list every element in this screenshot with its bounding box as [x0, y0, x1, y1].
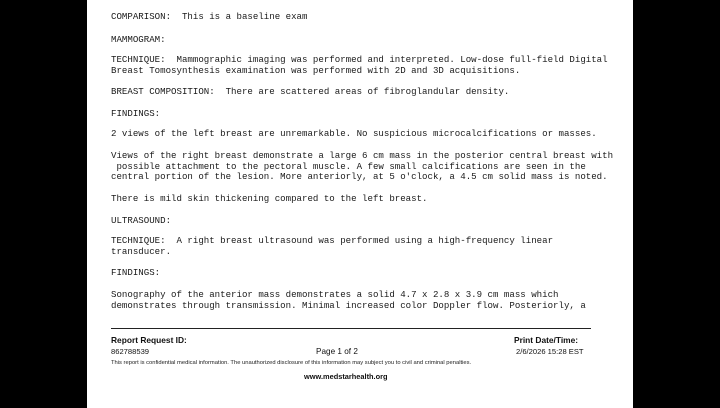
comparison-line: COMPARISON: This is a baseline exam — [111, 11, 308, 22]
skin-thickening-line: There is mild skin thickening compared to the left breast. — [111, 193, 428, 204]
breast-composition-line: BREAST COMPOSITION: There are scattered areas of fibroglandular density. — [111, 86, 510, 97]
request-id-value: 862788539 — [111, 347, 150, 356]
technique-line-2: Breast Tomosynthesis examination was performed with 2D and 3D acquisitions. — [111, 64, 521, 76]
sonography-line-1: Sonography of the anterior mass demonstrates a solid 4.7 x 2.8 x 3.9 cm mass which — [111, 289, 559, 300]
right-breast-line-1: Views of the right breast demonstrate a large 6 cm mass in the posterior central breast with — [111, 150, 614, 161]
findings-heading: FINDINGS: — [111, 108, 161, 119]
technique-line-1: TECHNIQUE: Mammographic imaging was performed and interpreted. Low-dose full-field Digital — [111, 54, 608, 65]
right-breast-line-2: possible attachment to the pectoral muscle. A few small calcifications are seen in the — [111, 160, 586, 172]
footer-divider — [111, 328, 591, 329]
report-page — [87, 0, 633, 408]
us-technique-line-2: transducer. — [111, 245, 172, 257]
confidentiality-notice: This report is confidential medical information. The unauthorized disclosure of this information may subject you to civil and criminal penalties. — [111, 360, 472, 366]
right-breast-line-3: central portion of the lesion. More anteriorly, at 5 o'clock, a 4.5 cm solid mass is noted. — [111, 171, 608, 183]
print-datetime-value: 2/6/2026 15:28 EST — [516, 347, 584, 356]
left-breast-finding: 2 views of the left breast are unremarkable. No suspicious microcalcifications or masses. — [111, 128, 597, 139]
ultrasound-heading: ULTRASOUND: — [111, 215, 172, 226]
website-url: www.medstarhealth.org — [304, 372, 388, 381]
sonography-line-2: demonstrates through transmission. Minimal increased color Doppler flow. Posteriorly, a — [111, 299, 586, 311]
page-number: Page 1 of 2 — [316, 347, 358, 356]
us-technique-line-1: TECHNIQUE: A right breast ultrasound was performed using a high-frequency linear — [111, 235, 554, 246]
print-datetime-label: Print Date/Time: — [514, 335, 579, 345]
mammogram-heading: MAMMOGRAM: — [111, 34, 166, 45]
report-partial-line — [111, 0, 400, 2]
us-findings-heading: FINDINGS: — [111, 267, 161, 278]
request-id-label: Report Request ID: — [111, 335, 187, 345]
